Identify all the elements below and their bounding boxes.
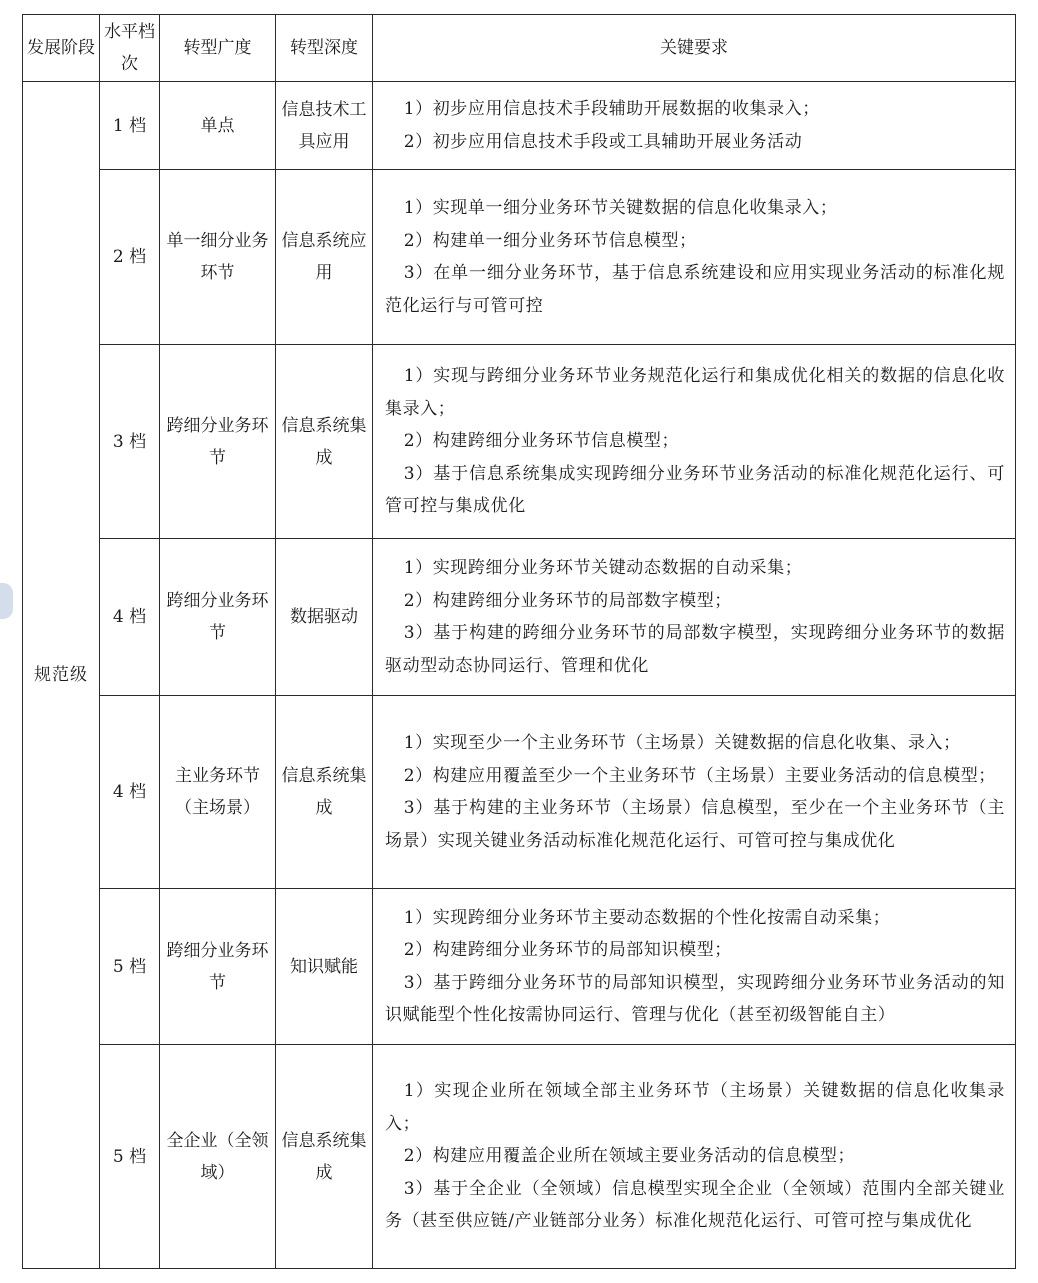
requirement-item: 1）实现企业所在领域全部主业务环节（主场景）关键数据的信息化收集录入； <box>385 1081 1005 1134</box>
breadth-cell: 单一细分业务环节 <box>160 170 276 345</box>
requirement-item: 1）实现与跨细分业务环节业务规范化运行和集成优化相关的数据的信息化收集录入； <box>385 366 1005 419</box>
requirements-cell <box>373 889 1016 1045</box>
requirement-item: 2）构建应用覆盖企业所在领域主要业务活动的信息模型； <box>403 1146 856 1167</box>
requirement-item: 1）实现单一细分业务环节关键数据的信息化收集录入； <box>403 198 838 218</box>
requirements-cell <box>373 539 1016 696</box>
breadth-cell: 单点 <box>160 82 276 170</box>
table-row <box>23 696 1016 889</box>
depth-cell: 信息系统集成 <box>276 696 373 889</box>
table-row <box>23 170 1016 345</box>
requirements-cell <box>373 82 1016 170</box>
maturity-level-table <box>22 14 1016 1269</box>
requirement-item: 2）构建单一细分业务环节信息模型； <box>403 230 697 251</box>
requirement-item: 3）基于信息系统集成实现跨细分业务环节业务活动的标准化规范化运行、可管可控与集成优化 <box>385 463 1005 517</box>
breadth-cell: 主业务环节（主场景） <box>160 696 276 889</box>
requirement-item: 3）基于全企业（全领域）信息模型实现全企业（全领域）范围内全部关键业务（甚至供应链/产业链部分业务）标准化规范化运行、可管可控与集成优化 <box>385 1178 1005 1232</box>
level-cell: 5 档 <box>100 1045 160 1269</box>
level-cell: 4 档 <box>100 539 160 696</box>
requirement-item: 1）实现跨细分业务环节关键动态数据的自动采集； <box>403 558 803 578</box>
header-depth: 转型深度 <box>276 15 373 82</box>
table-row <box>23 1045 1016 1269</box>
table-row <box>23 82 1016 170</box>
level-cell: 3 档 <box>100 345 160 539</box>
table-row <box>23 889 1016 1045</box>
table-row <box>23 345 1016 539</box>
depth-cell: 知识赋能 <box>276 889 373 1045</box>
requirement-item: 1）初步应用信息技术手段辅助开展数据的收集录入； <box>403 99 820 119</box>
requirement-item: 2）构建跨细分业务环节信息模型； <box>403 431 680 452</box>
requirement-item: 3）在单一细分业务环节，基于信息系统建设和应用实现业务活动的标准化规范化运行与可管可控 <box>385 263 1005 316</box>
requirement-item: 1）实现跨细分业务环节主要动态数据的个性化按需自动采集； <box>403 907 891 928</box>
depth-cell: 信息系统应用 <box>276 170 373 345</box>
header-requirements: 关键要求 <box>373 15 1016 82</box>
depth-cell: 信息系统集成 <box>276 345 373 539</box>
header-row <box>23 15 1016 82</box>
level-cell: 2 档 <box>100 170 160 345</box>
level-cell: 5 档 <box>100 889 160 1045</box>
requirement-item: 2）构建跨细分业务环节的局部知识模型； <box>403 940 732 960</box>
breadth-cell: 跨细分业务环节 <box>160 889 276 1045</box>
requirements-cell <box>373 345 1016 539</box>
requirements-cell <box>373 170 1016 345</box>
requirement-item: 2）构建应用覆盖至少一个主业务环节（主场景）主要业务活动的信息模型； <box>403 765 996 786</box>
requirements-cell <box>373 1045 1016 1269</box>
requirement-item: 2）构建跨细分业务环节的局部数字模型； <box>403 590 732 611</box>
requirements-cell <box>373 696 1016 889</box>
depth-cell: 信息系统集成 <box>276 1045 373 1269</box>
requirement-item: 2）初步应用信息技术手段或工具辅助开展业务活动 <box>403 131 803 152</box>
breadth-cell: 跨细分业务环节 <box>160 539 276 696</box>
level-cell: 4 档 <box>100 696 160 889</box>
requirement-item: 3）基于构建的跨细分业务环节的局部数字模型，实现跨细分业务环节的数据驱动型动态协同运行、管理和优化 <box>385 623 1005 676</box>
breadth-cell: 全企业（全领域） <box>160 1045 276 1269</box>
table-row <box>23 539 1016 696</box>
requirement-item: 3）基于跨细分业务环节的局部知识模型，实现跨细分业务环节业务活动的知识赋能型个性化按需协同运行、管理与优化（甚至初级智能自主） <box>385 972 1005 1025</box>
header-stage: 发展阶段 <box>23 15 100 82</box>
requirement-item: 1）实现至少一个主业务环节（主场景）关键数据的信息化收集、录入； <box>403 733 961 753</box>
depth-cell: 信息技术工具应用 <box>276 82 373 170</box>
page-edge-tab <box>0 583 13 619</box>
breadth-cell: 跨细分业务环节 <box>160 345 276 539</box>
requirement-item: 3）基于构建的主业务环节（主场景）信息模型，至少在一个主业务环节（主场景）实现关键业务活动标准化规范化运行、可管可控与集成优化 <box>385 798 1005 851</box>
header-breadth: 转型广度 <box>160 15 276 82</box>
stage-cell: 规范级 <box>23 82 100 1269</box>
depth-cell: 数据驱动 <box>276 539 373 696</box>
header-level: 水平档次 <box>100 15 160 82</box>
level-cell: 1 档 <box>100 82 160 170</box>
